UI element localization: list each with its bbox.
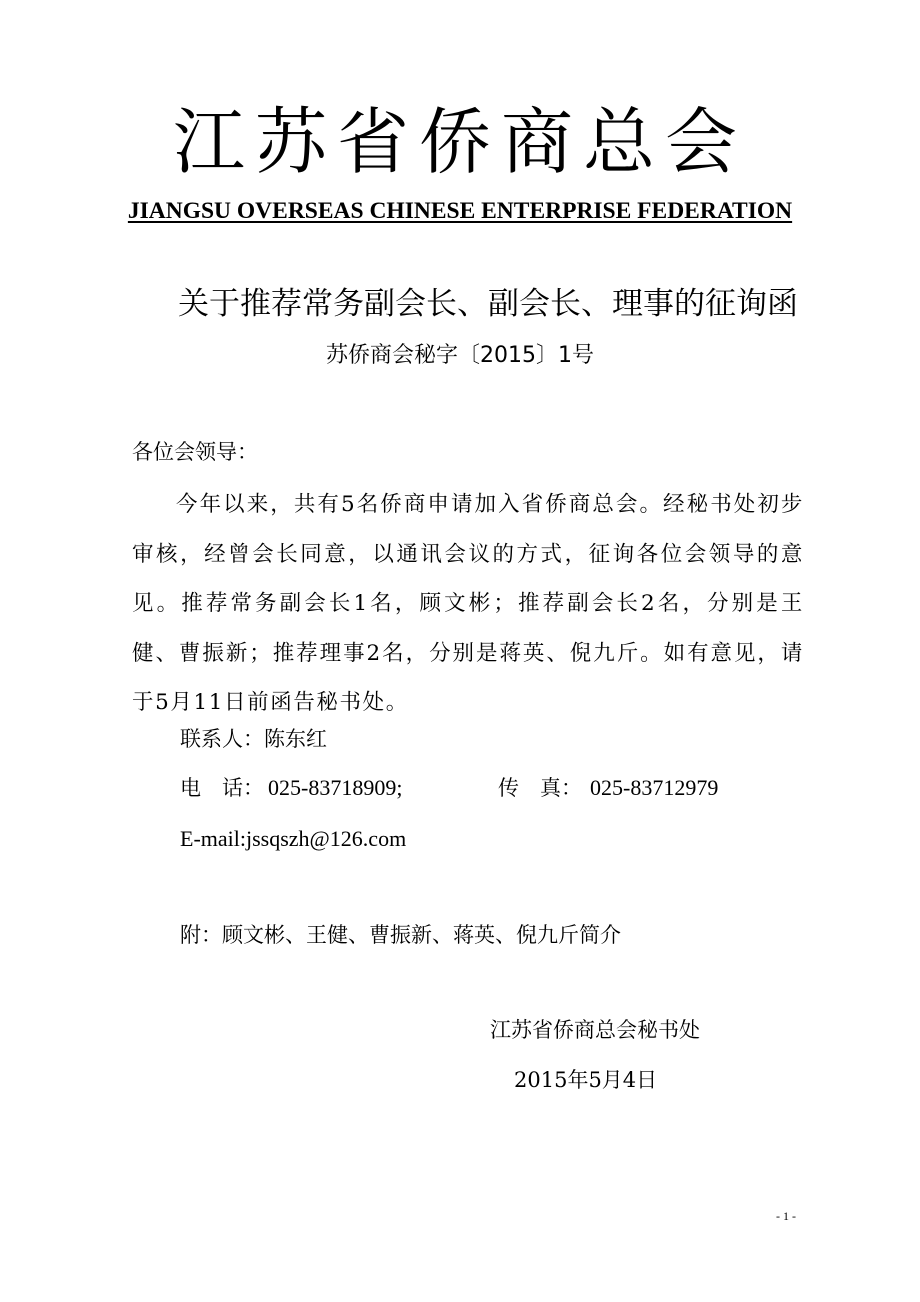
salutation: 各位会领导：: [132, 440, 258, 464]
signature-org: 江苏省侨商总会秘书处: [490, 1018, 700, 1042]
document-number: 苏侨商会秘字〔2015〕1号: [326, 343, 594, 368]
phone-value: 025-83718909;: [268, 775, 403, 800]
org-name-en: JIANGSU OVERSEAS CHINESE ENTERPRISE FEDERATION: [127, 198, 793, 224]
body-paragraph: 今年以来，共有5名侨商申请加入省侨商总会。经秘书处初步审核，经曾会长同意，以通讯会议的方式，征询各位会领导的意见。推荐常务副会长1名，顾文彬；推荐副会长2名，分别是王健、曹振新；推荐理事2名，分别是蒋英、倪九斤。如有意见，请于5月11日前函告秘书处。: [132, 492, 804, 715]
email-address: E-mail:jssqszh@126.com: [180, 826, 407, 851]
contact-person: 联系人：陈东红: [180, 727, 327, 751]
fax-value: 025-83712979: [590, 775, 719, 800]
org-name-cn: 江苏省侨商总会: [172, 100, 747, 184]
page-number: - 1 -: [776, 1209, 796, 1223]
attachment-note: 附：顾文彬、王健、曹振新、蒋英、倪九斤简介: [180, 923, 621, 947]
fax-label: 传 真：: [498, 776, 582, 800]
phone-label: 电 话：: [180, 776, 264, 800]
signature-date: 2015年5月4日: [514, 1068, 658, 1092]
document-title: 关于推荐常务副会长、副会长、理事的征询函: [178, 286, 798, 322]
